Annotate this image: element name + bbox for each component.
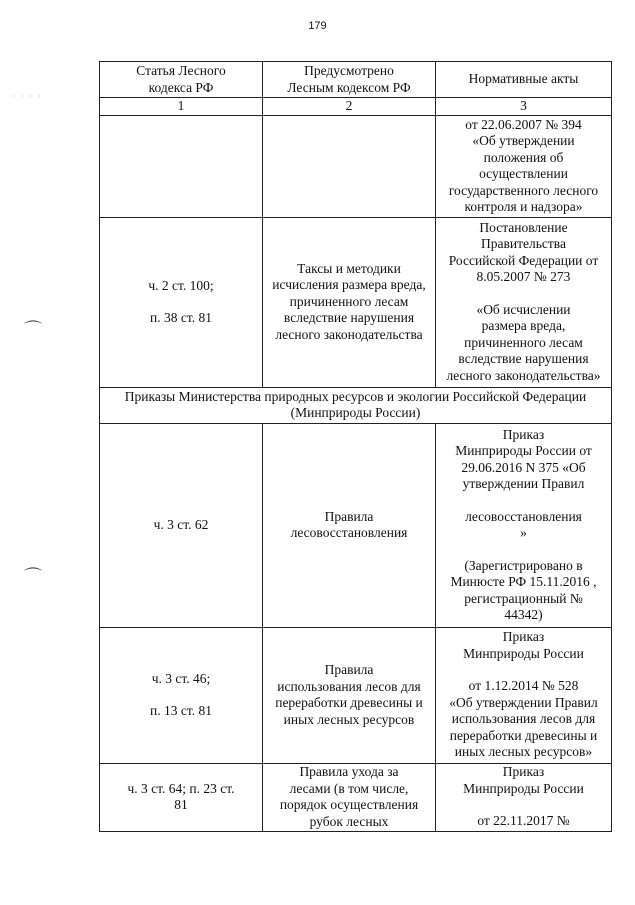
- cell-article: ч. 2 ст. 100; п. 38 ст. 81: [100, 217, 263, 387]
- header-cell-provided: Предусмотрено Лесным кодексом РФ: [263, 62, 436, 98]
- cell-provided: Правила использования лесов для переработки древесины и иных лесных ресурсов: [263, 627, 436, 763]
- cell-article: ч. 3 ст. 46; п. 13 ст. 81: [100, 627, 263, 763]
- cell-article: ч. 3 ст. 64; п. 23 ст. 81: [100, 763, 263, 831]
- column-number: 3: [436, 98, 612, 116]
- cell-provided: [263, 115, 436, 217]
- page-number: 179: [308, 20, 327, 32]
- cell-acts: Приказ Минприроды России от 29.06.2016 N 375 «Об утверждении Правил лесовосстановления » (Зарегистрировано в Минюсте РФ 15.11.2016 , регистрационный № 44342): [436, 423, 612, 627]
- column-number: 2: [263, 98, 436, 116]
- cell-acts: от 22.06.2007 № 394 «Об утверждении положения об осуществлении государственного лесного контроля и надзора»: [436, 115, 612, 217]
- cell-provided: Правила ухода за лесами (в том числе, порядок осуществления рубок лесных: [263, 763, 436, 831]
- header-cell-article: Статья Лесного кодекса РФ: [100, 62, 263, 98]
- regulations-table: [99, 61, 612, 832]
- punch-hole-mark: ⌒: [24, 320, 42, 341]
- header-row: [100, 62, 612, 98]
- cell-acts: Постановление Правительства Российской Федерации от 8.05.2007 № 273 «Об исчислении размера вреда, причиненного лесам вследствие нарушения лесного законодательства»: [436, 217, 612, 387]
- header-cell-acts: Нормативные акты: [436, 62, 612, 98]
- cell-provided: Таксы и методики исчисления размера вреда, причиненного лесам вследствие нарушения лесного законодательства: [263, 217, 436, 387]
- scan-dots: · · · ·: [12, 92, 43, 101]
- cell-article: ч. 3 ст. 62: [100, 423, 263, 627]
- column-numbers-row: [100, 98, 612, 116]
- table-row: [100, 423, 612, 627]
- cell-acts: Приказ Минприроды России от 22.11.2017 №: [436, 763, 612, 831]
- section-row: [100, 387, 612, 423]
- column-number: 1: [100, 98, 263, 116]
- section-heading: Приказы Министерства природных ресурсов и экологии Российской Федерации (Минприроды России): [100, 387, 612, 423]
- cell-provided: Правила лесовосстановления: [263, 423, 436, 627]
- table-row: [100, 115, 612, 217]
- cell-article: [100, 115, 263, 217]
- table-row: [100, 217, 612, 387]
- table-row: [100, 763, 612, 831]
- punch-hole-mark: ⌒: [24, 567, 42, 588]
- cell-acts: Приказ Минприроды России от 1.12.2014 № 528 «Об утверждении Правил использования лесов для переработки древесины и иных лесных ресурсов»: [436, 627, 612, 763]
- table-row: [100, 627, 612, 763]
